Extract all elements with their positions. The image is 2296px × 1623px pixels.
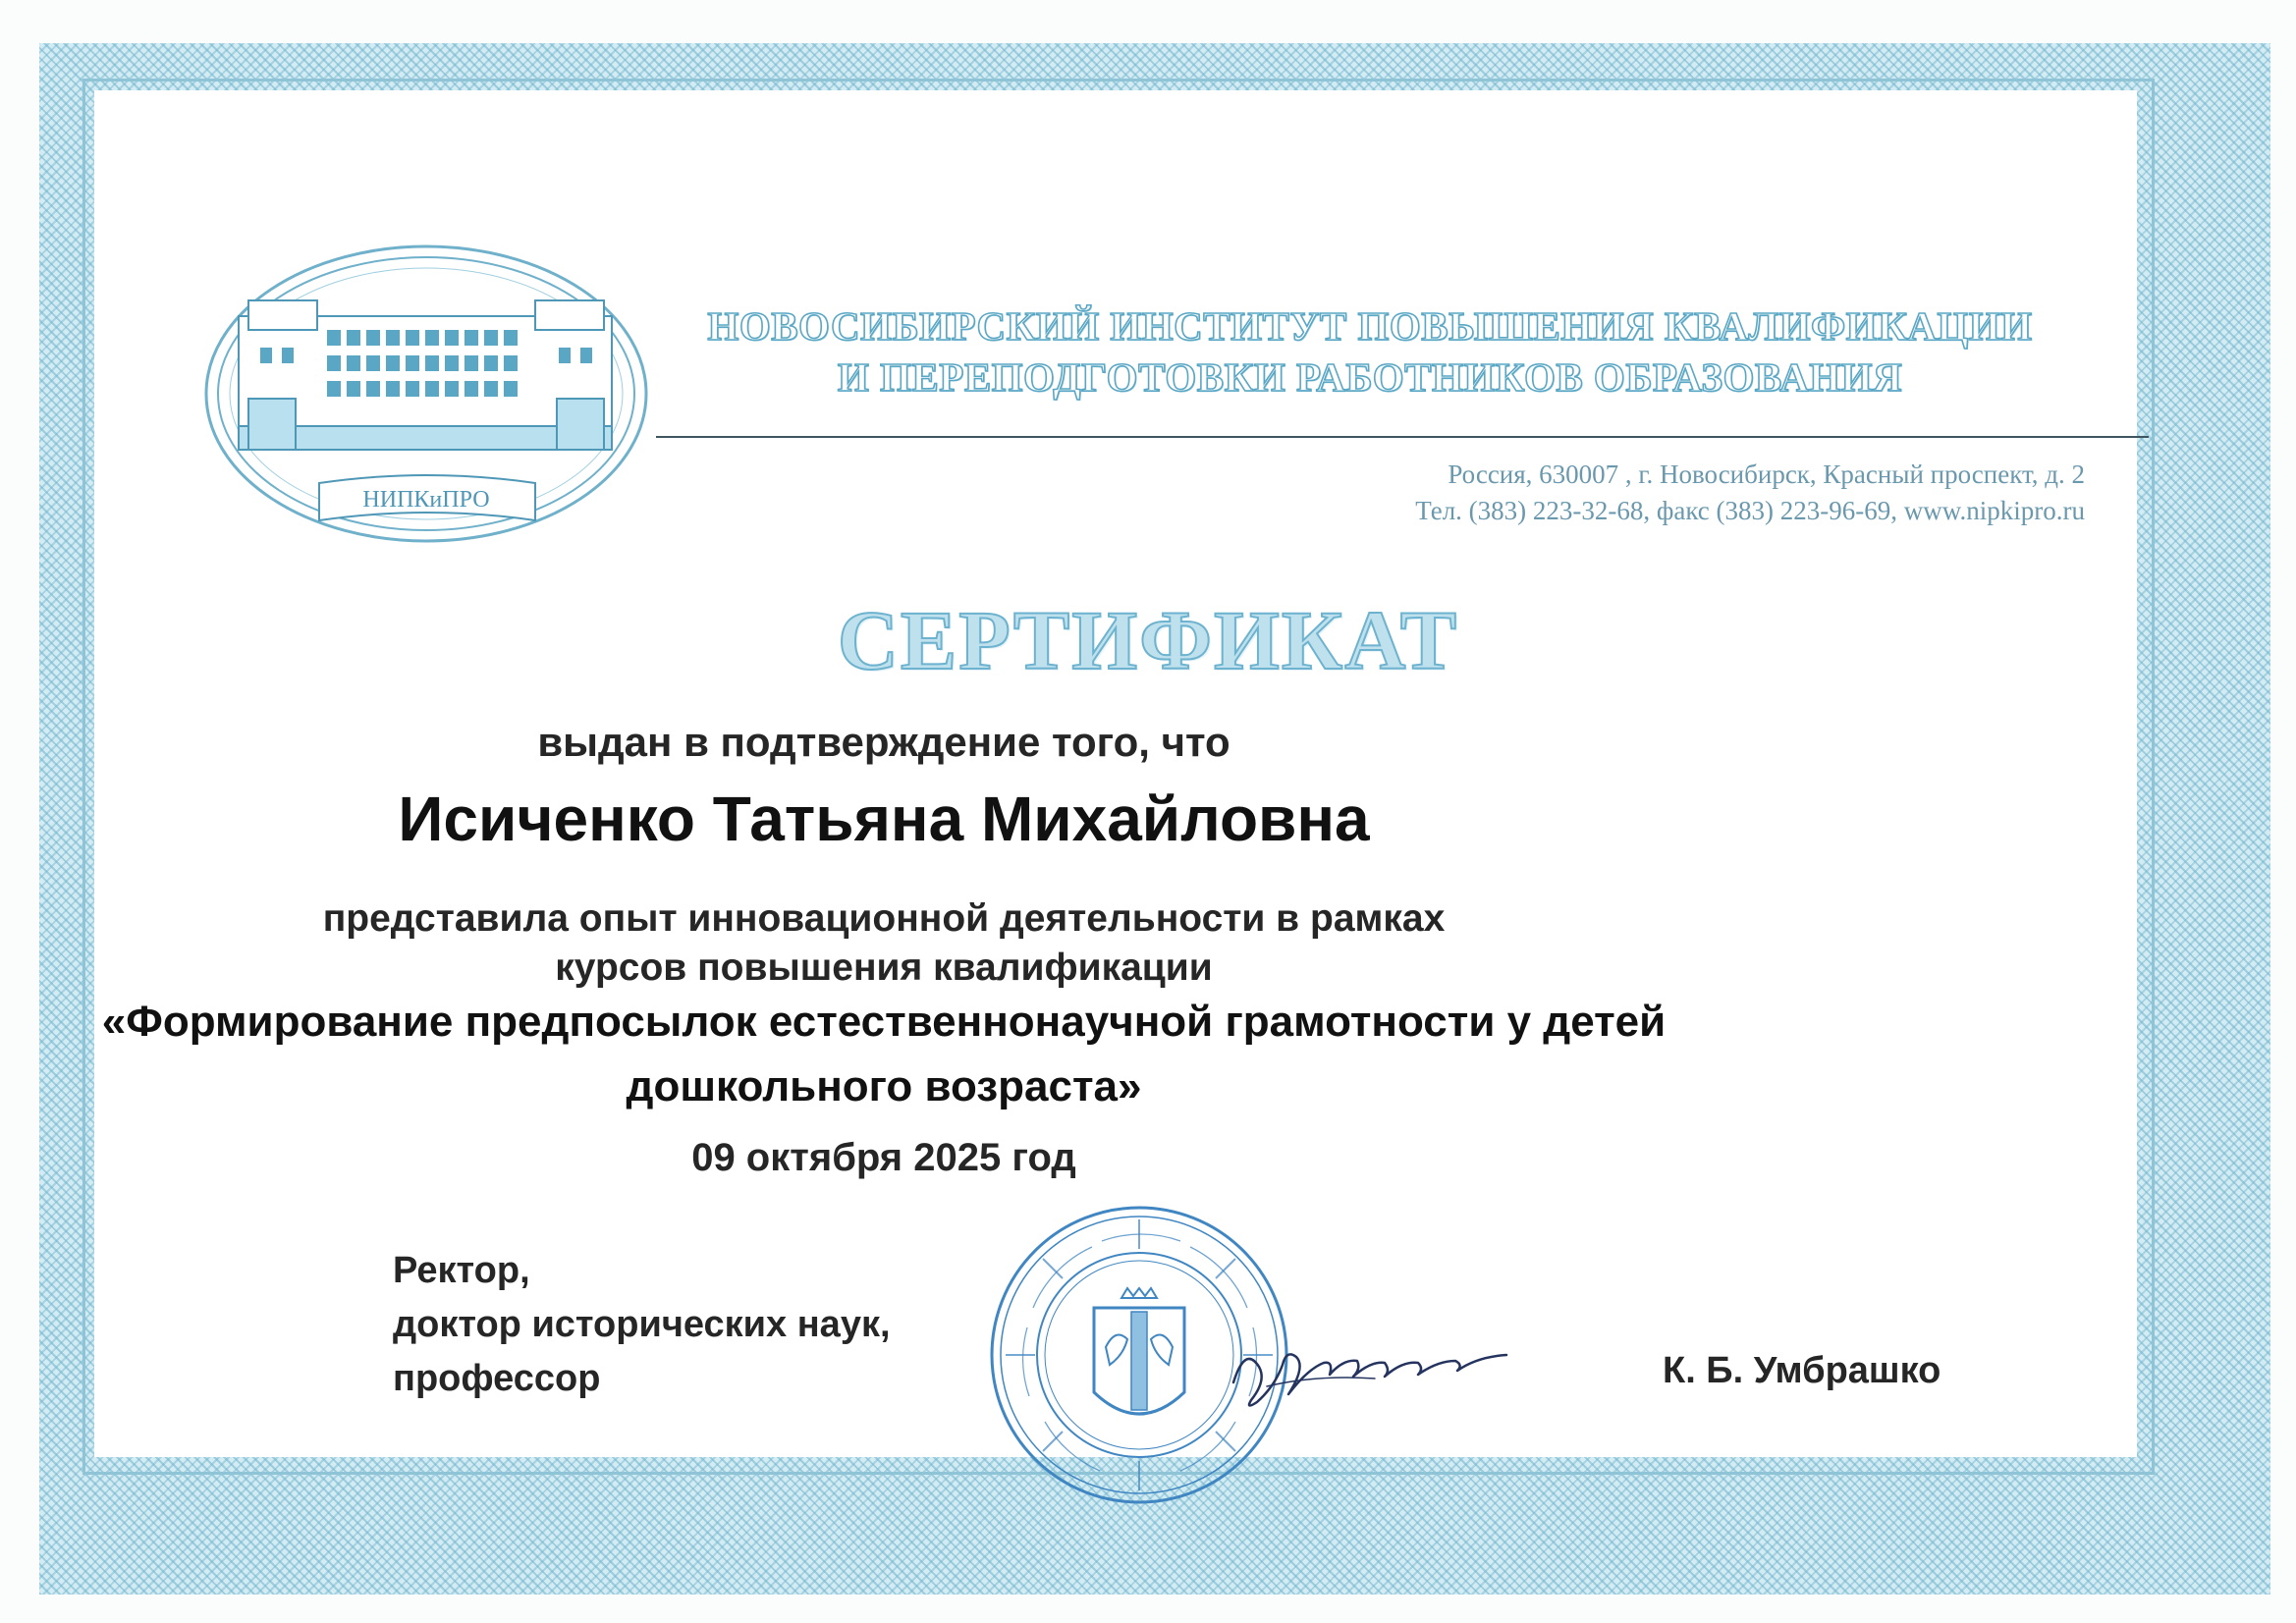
signatory-position-line-3: профессор xyxy=(393,1358,601,1399)
recipient-name: Исиченко Татьяна Михайловна xyxy=(398,784,1370,854)
signatory-position-line-2: доктор исторических наук, xyxy=(393,1304,891,1345)
certificate-date: 09 октября 2025 год xyxy=(691,1136,1076,1179)
institute-name-line-1: НОВОСИБИРСКИЙ ИНСТИТУТ ПОВЫШЕНИЯ КВАЛИФИКАЦИИ xyxy=(707,303,2033,349)
description-line-2: курсов повышения квалификации xyxy=(555,947,1213,989)
institute-contacts: Тел. (383) 223-32-68, факс (383) 223-96-69, www.nipkipro.ru xyxy=(1415,496,2085,525)
description-line-1: представила опыт инновационной деятельности в рамках xyxy=(322,897,1446,940)
course-title-line-2: дошкольного возраста» xyxy=(626,1062,1142,1110)
logo-label: НИПКиПРО xyxy=(362,487,490,513)
institute-name-line-2: И ПЕРЕПОДГОТОВКИ РАБОТНИКОВ ОБРАЗОВАНИЯ xyxy=(837,354,1903,400)
course-title-line-1: «Формирование предпосылок естественнонаучной грамотности у детей xyxy=(101,998,1667,1046)
signature-icon xyxy=(1228,1306,1512,1424)
institute-address: Россия, 630007 , г. Новосибирск, Красный проспект, д. 2 xyxy=(1448,460,2085,489)
signatory-name: К. Б. Умбрашко xyxy=(1663,1350,1941,1391)
header-divider xyxy=(656,436,2149,438)
certificate-title: СЕРТИФИКАТ xyxy=(837,593,1459,687)
issued-text: выдан в подтверждение того, что xyxy=(537,719,1230,765)
institute-logo-icon xyxy=(201,240,651,549)
signatory-position-line-1: Ректор, xyxy=(393,1250,530,1291)
